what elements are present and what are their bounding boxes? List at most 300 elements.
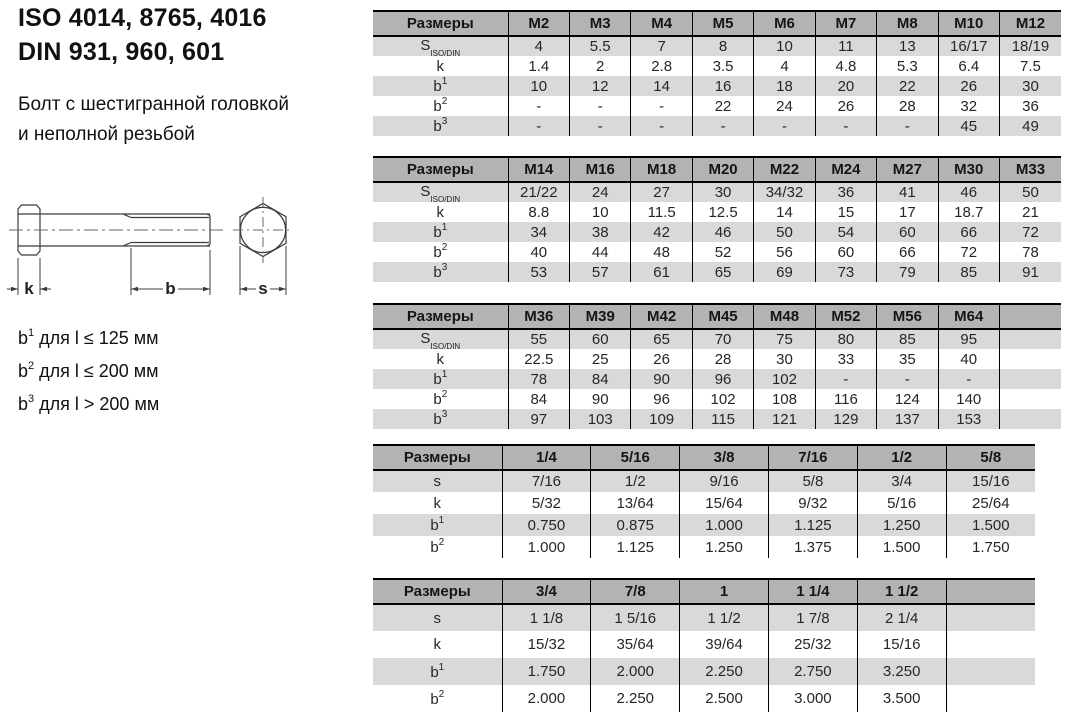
value-cell: 0.875 — [591, 514, 680, 536]
column-header: 3/8 — [680, 445, 769, 470]
row-label: $b^1$ — [433, 76, 448, 95]
value-cell: 46 — [938, 182, 999, 202]
row-label: $b^2$ — [430, 537, 445, 556]
column-header: M22 — [754, 157, 815, 182]
value-cell: 7 — [631, 36, 692, 56]
column-header: M56 — [877, 304, 938, 329]
value-cell: 15/32 — [502, 631, 591, 658]
value-cell: 60 — [815, 242, 876, 262]
column-header: M12 — [999, 11, 1061, 36]
table-metric-m36-m64 — [373, 303, 1061, 429]
value-cell: 78 — [999, 242, 1061, 262]
value-cell: 95 — [938, 329, 999, 349]
value-cell: 56 — [754, 242, 815, 262]
value-cell: 14 — [631, 76, 692, 96]
row-label: $S_{ISO/DIN}$ — [420, 330, 461, 349]
header-row — [373, 304, 1061, 329]
column-header: 1 — [680, 579, 769, 604]
value-cell: 66 — [938, 222, 999, 242]
value-cell: 70 — [692, 329, 753, 349]
value-cell: 121 — [754, 409, 815, 429]
table-row — [373, 329, 1061, 349]
column-header: M16 — [570, 157, 631, 182]
table-row — [373, 349, 1061, 369]
table-row — [373, 262, 1061, 282]
value-cell: 90 — [631, 369, 692, 389]
value-cell: 26 — [631, 349, 692, 369]
column-header: M39 — [570, 304, 631, 329]
corner-header: Размеры — [373, 11, 508, 36]
column-header: M36 — [508, 304, 569, 329]
value-cell: - — [508, 96, 569, 116]
value-cell: 18.7 — [938, 202, 999, 222]
value-cell: 116 — [815, 389, 876, 409]
column-header: M64 — [938, 304, 999, 329]
value-cell: 8 — [692, 36, 753, 56]
value-cell: 102 — [754, 369, 815, 389]
value-cell: 25 — [570, 349, 631, 369]
empty-column-header — [999, 304, 1061, 329]
value-cell: 1.375 — [768, 536, 857, 558]
value-cell: 10 — [570, 202, 631, 222]
table-row — [373, 389, 1061, 409]
column-header: M2 — [508, 11, 569, 36]
value-cell: - — [877, 116, 938, 136]
dimension-table — [373, 156, 1061, 282]
value-cell: - — [570, 96, 631, 116]
value-cell: 22 — [877, 76, 938, 96]
value-cell: 16 — [692, 76, 753, 96]
value-cell: 35 — [877, 349, 938, 369]
title-iso-line: ISO 4014, 8765, 4016 — [18, 4, 267, 32]
value-cell: 10 — [754, 36, 815, 56]
value-cell: 15/16 — [946, 470, 1035, 492]
footnote-line: $b^2$ для l ≤ 200 мм — [18, 360, 159, 381]
row-label: $b^1$ — [433, 222, 448, 241]
value-cell: 115 — [692, 409, 753, 429]
value-cell: 1.500 — [857, 536, 946, 558]
row-label: $b^1$ — [430, 515, 445, 534]
value-cell: 7/16 — [502, 470, 591, 492]
value-cell: 91 — [999, 262, 1061, 282]
value-cell: 3.250 — [857, 658, 946, 685]
column-header: M48 — [754, 304, 815, 329]
row-label: $b^1$ — [430, 661, 445, 681]
value-cell: 54 — [815, 222, 876, 242]
dimension-b-label: b — [165, 279, 176, 298]
value-cell: 33 — [815, 349, 876, 369]
column-header: 5/8 — [946, 445, 1035, 470]
value-cell: 28 — [877, 96, 938, 116]
value-cell: 17 — [877, 202, 938, 222]
table-row — [373, 536, 1035, 558]
dimension-table — [373, 10, 1061, 136]
value-cell: 9/16 — [680, 470, 769, 492]
row-label: $b^2$ — [433, 96, 448, 115]
value-cell: 13 — [877, 36, 938, 56]
value-cell: 38 — [570, 222, 631, 242]
table-row — [373, 222, 1061, 242]
dimension-table — [373, 578, 1035, 712]
value-cell: 41 — [877, 182, 938, 202]
value-cell: - — [631, 96, 692, 116]
header-row — [373, 445, 1035, 470]
value-cell: 1 5/16 — [591, 604, 680, 631]
value-cell: - — [508, 116, 569, 136]
column-header: M20 — [692, 157, 753, 182]
value-cell: 1.125 — [768, 514, 857, 536]
value-cell: 21/22 — [508, 182, 569, 202]
value-cell: 25/32 — [768, 631, 857, 658]
column-header: M10 — [938, 11, 999, 36]
value-cell: 5.3 — [877, 56, 938, 76]
value-cell: 30 — [999, 76, 1061, 96]
value-cell: 1.750 — [502, 658, 591, 685]
column-header: M33 — [999, 157, 1061, 182]
value-cell: 2 — [570, 56, 631, 76]
column-header: M7 — [815, 11, 876, 36]
column-header: M8 — [877, 11, 938, 36]
value-cell: 18/19 — [999, 36, 1061, 56]
value-cell: 55 — [508, 329, 569, 349]
value-cell: 20 — [815, 76, 876, 96]
value-cell: 8.8 — [508, 202, 569, 222]
value-cell: 4 — [754, 56, 815, 76]
value-cell: 79 — [877, 262, 938, 282]
value-cell: 75 — [754, 329, 815, 349]
value-cell: - — [815, 116, 876, 136]
value-cell: 61 — [631, 262, 692, 282]
value-cell: 103 — [570, 409, 631, 429]
value-cell: 30 — [754, 349, 815, 369]
value-cell: 78 — [508, 369, 569, 389]
empty-cell — [946, 658, 1035, 685]
column-header: M27 — [877, 157, 938, 182]
empty-cell — [999, 389, 1061, 409]
value-cell: 3.000 — [768, 685, 857, 712]
value-cell: 36 — [999, 96, 1061, 116]
value-cell: 60 — [877, 222, 938, 242]
value-cell: 36 — [815, 182, 876, 202]
value-cell: 124 — [877, 389, 938, 409]
value-cell: 0.750 — [502, 514, 591, 536]
value-cell: 40 — [508, 242, 569, 262]
value-cell: 1.000 — [502, 536, 591, 558]
value-cell: 46 — [692, 222, 753, 242]
row-label: $b^2$ — [433, 389, 448, 408]
empty-column-header — [946, 579, 1035, 604]
value-cell: 11 — [815, 36, 876, 56]
header-row — [373, 157, 1061, 182]
row-label: $b^3$ — [433, 116, 448, 135]
value-cell: 2.250 — [591, 685, 680, 712]
value-cell: 1.250 — [857, 514, 946, 536]
empty-cell — [999, 349, 1061, 369]
value-cell: 2.750 — [768, 658, 857, 685]
value-cell: 1.125 — [591, 536, 680, 558]
value-cell: 10 — [508, 76, 569, 96]
empty-cell — [999, 409, 1061, 429]
value-cell: 80 — [815, 329, 876, 349]
value-cell: 3.5 — [692, 56, 753, 76]
corner-header: Размеры — [373, 445, 502, 470]
value-cell: 84 — [508, 389, 569, 409]
header-row — [373, 11, 1061, 36]
row-label: s — [433, 609, 442, 627]
corner-header: Размеры — [373, 304, 508, 329]
value-cell: 3.500 — [857, 685, 946, 712]
value-cell: 109 — [631, 409, 692, 429]
column-header: M14 — [508, 157, 569, 182]
value-cell: 49 — [999, 116, 1061, 136]
value-cell: 25/64 — [946, 492, 1035, 514]
value-cell: 42 — [631, 222, 692, 242]
column-header: 1/2 — [857, 445, 946, 470]
header-row — [373, 579, 1035, 604]
table-row — [373, 96, 1061, 116]
empty-cell — [946, 685, 1035, 712]
value-cell: 5/16 — [857, 492, 946, 514]
table-row — [373, 685, 1035, 712]
value-cell: - — [877, 369, 938, 389]
value-cell: 5/32 — [502, 492, 591, 514]
value-cell: 22 — [692, 96, 753, 116]
empty-cell — [999, 329, 1061, 349]
corner-header: Размеры — [373, 157, 508, 182]
value-cell: 14 — [754, 202, 815, 222]
value-cell: 1.4 — [508, 56, 569, 76]
table-row — [373, 242, 1061, 262]
column-header: M24 — [815, 157, 876, 182]
row-label: k — [436, 203, 445, 221]
value-cell: 53 — [508, 262, 569, 282]
column-header: 1/4 — [502, 445, 591, 470]
value-cell: 1.000 — [680, 514, 769, 536]
column-header: M30 — [938, 157, 999, 182]
column-header: M6 — [754, 11, 815, 36]
value-cell: 90 — [570, 389, 631, 409]
value-cell: 3/4 — [857, 470, 946, 492]
row-label: $b^2$ — [433, 242, 448, 261]
value-cell: 2.250 — [680, 658, 769, 685]
value-cell: 12 — [570, 76, 631, 96]
value-cell: 18 — [754, 76, 815, 96]
value-cell: 34 — [508, 222, 569, 242]
value-cell: 73 — [815, 262, 876, 282]
value-cell: 102 — [692, 389, 753, 409]
value-cell: 45 — [938, 116, 999, 136]
column-header: 1 1/4 — [768, 579, 857, 604]
value-cell: 50 — [754, 222, 815, 242]
footnote-line: $b^3$ для l > 200 мм — [18, 393, 160, 414]
value-cell: 39/64 — [680, 631, 769, 658]
value-cell: 2.000 — [502, 685, 591, 712]
footnotes — [18, 320, 159, 419]
value-cell: 44 — [570, 242, 631, 262]
row-label: $b^1$ — [433, 369, 448, 388]
value-cell: 28 — [692, 349, 753, 369]
column-header: M4 — [631, 11, 692, 36]
value-cell: 153 — [938, 409, 999, 429]
empty-cell — [999, 369, 1061, 389]
value-cell: 11.5 — [631, 202, 692, 222]
value-cell: 1.750 — [946, 536, 1035, 558]
value-cell: 27 — [631, 182, 692, 202]
dimension-table — [373, 444, 1035, 558]
value-cell: 2.500 — [680, 685, 769, 712]
row-label: $S_{ISO/DIN}$ — [420, 183, 461, 202]
row-label: k — [433, 636, 442, 653]
value-cell: 48 — [631, 242, 692, 262]
value-cell: 1 1/8 — [502, 604, 591, 631]
table-inch-3-4-to-1-5 — [373, 578, 1035, 712]
value-cell: 9/32 — [768, 492, 857, 514]
value-cell: 1 1/2 — [680, 604, 769, 631]
subtitle-line-2: и неполной резьбой — [18, 124, 195, 145]
footnote-line: $b^1$ для l ≤ 125 мм — [18, 327, 159, 348]
value-cell: 72 — [938, 242, 999, 262]
value-cell: 65 — [631, 329, 692, 349]
value-cell: 97 — [508, 409, 569, 429]
value-cell: 50 — [999, 182, 1061, 202]
value-cell: 96 — [692, 369, 753, 389]
value-cell: 4.8 — [815, 56, 876, 76]
value-cell: 57 — [570, 262, 631, 282]
title-din-line: DIN 931, 960, 601 — [18, 38, 225, 66]
table-row — [373, 604, 1035, 631]
value-cell: - — [815, 369, 876, 389]
value-cell: 7.5 — [999, 56, 1061, 76]
value-cell: 34/32 — [754, 182, 815, 202]
column-header: M3 — [570, 11, 631, 36]
table-row — [373, 36, 1061, 56]
value-cell: 15/64 — [680, 492, 769, 514]
value-cell: 140 — [938, 389, 999, 409]
column-header: 1 1/2 — [857, 579, 946, 604]
value-cell: 84 — [570, 369, 631, 389]
value-cell: 1/2 — [591, 470, 680, 492]
value-cell: 2 1/4 — [857, 604, 946, 631]
value-cell: 96 — [631, 389, 692, 409]
value-cell: 1.500 — [946, 514, 1035, 536]
value-cell: - — [570, 116, 631, 136]
row-label: k — [436, 350, 445, 368]
dimension-table — [373, 303, 1061, 429]
table-row — [373, 56, 1061, 76]
value-cell: 85 — [877, 329, 938, 349]
table-metric-m14-m33 — [373, 156, 1061, 282]
value-cell: 52 — [692, 242, 753, 262]
value-cell: 2.000 — [591, 658, 680, 685]
value-cell: 6.4 — [938, 56, 999, 76]
column-header: 7/8 — [591, 579, 680, 604]
value-cell: - — [938, 369, 999, 389]
value-cell: 22.5 — [508, 349, 569, 369]
column-header: M45 — [692, 304, 753, 329]
value-cell: - — [631, 116, 692, 136]
table-row — [373, 658, 1035, 685]
value-cell: 85 — [938, 262, 999, 282]
corner-header: Размеры — [373, 579, 502, 604]
column-header: 7/16 — [768, 445, 857, 470]
table-row — [373, 631, 1035, 658]
bolt-drawing — [5, 188, 340, 306]
value-cell: 1 7/8 — [768, 604, 857, 631]
subtitle-line-1: Болт с шестигранной головкой — [18, 94, 289, 115]
value-cell: 32 — [938, 96, 999, 116]
column-header: 3/4 — [502, 579, 591, 604]
column-header: M18 — [631, 157, 692, 182]
value-cell: 1.250 — [680, 536, 769, 558]
table-row — [373, 76, 1061, 96]
column-header: M52 — [815, 304, 876, 329]
table-row — [373, 470, 1035, 492]
value-cell: 4 — [508, 36, 569, 56]
table-row — [373, 409, 1061, 429]
page-subtitle — [18, 90, 289, 150]
column-header: M42 — [631, 304, 692, 329]
value-cell: 40 — [938, 349, 999, 369]
value-cell: 69 — [754, 262, 815, 282]
value-cell: 5/8 — [768, 470, 857, 492]
table-metric-m2-m12 — [373, 10, 1061, 136]
value-cell: 35/64 — [591, 631, 680, 658]
empty-cell — [946, 604, 1035, 631]
table-row — [373, 182, 1061, 202]
value-cell: 5.5 — [570, 36, 631, 56]
table-row — [373, 369, 1061, 389]
value-cell: 65 — [692, 262, 753, 282]
value-cell: 66 — [877, 242, 938, 262]
value-cell: 15/16 — [857, 631, 946, 658]
value-cell: 2.8 — [631, 56, 692, 76]
value-cell: 108 — [754, 389, 815, 409]
dimension-k-label: k — [24, 279, 34, 298]
row-label: k — [433, 494, 442, 512]
value-cell: 72 — [999, 222, 1061, 242]
value-cell: 12.5 — [692, 202, 753, 222]
table-row — [373, 514, 1035, 536]
row-label: k — [436, 57, 445, 75]
table-inch-quarter-to-5-8 — [373, 444, 1035, 558]
row-label: s — [433, 473, 442, 490]
value-cell: 24 — [570, 182, 631, 202]
value-cell: 129 — [815, 409, 876, 429]
value-cell: - — [692, 116, 753, 136]
table-row — [373, 116, 1061, 136]
column-header: 5/16 — [591, 445, 680, 470]
value-cell: 26 — [815, 96, 876, 116]
value-cell: 137 — [877, 409, 938, 429]
column-header: M5 — [692, 11, 753, 36]
table-row — [373, 492, 1035, 514]
value-cell: 16/17 — [938, 36, 999, 56]
empty-cell — [946, 631, 1035, 658]
dimension-s-label: s — [258, 279, 268, 298]
value-cell: 13/64 — [591, 492, 680, 514]
page-title — [18, 1, 267, 69]
value-cell: 26 — [938, 76, 999, 96]
value-cell: 15 — [815, 202, 876, 222]
row-label: $b^2$ — [430, 688, 445, 708]
value-cell: 30 — [692, 182, 753, 202]
row-label: $b^3$ — [433, 409, 448, 428]
value-cell: - — [754, 116, 815, 136]
row-label: $S_{ISO/DIN}$ — [420, 37, 461, 56]
value-cell: 21 — [999, 202, 1061, 222]
row-label: $b^3$ — [433, 262, 448, 281]
value-cell: 24 — [754, 96, 815, 116]
